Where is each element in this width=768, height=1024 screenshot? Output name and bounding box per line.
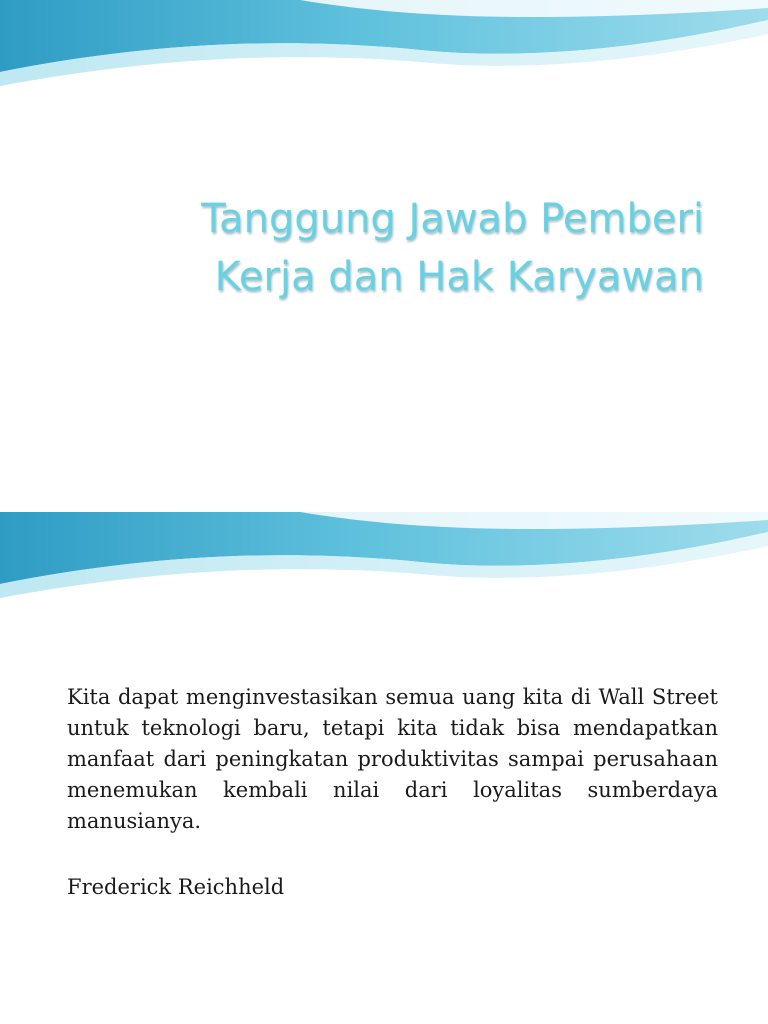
slide-quote — [0, 512, 768, 1024]
title-line-1: Tanggung Jawab Pemberi — [201, 196, 704, 242]
wave-header-decoration — [0, 512, 768, 622]
quote-author: Frederick Reichheld — [67, 875, 285, 899]
title-line-2: Kerja dan Hak Karyawan — [214, 254, 704, 300]
slide-title-heading — [90, 190, 704, 306]
wave-header-decoration — [0, 0, 768, 110]
quote-text: Kita dapat menginvestasikan semua uang kita di Wall Street untuk teknologi baru, tetapi kita tidak bisa mendapatkan manfaat dari peningkatan produktivitas sampai perusahaan menemukan kembali nilai dari loyalitas sumberdaya manusianya. — [67, 685, 718, 833]
